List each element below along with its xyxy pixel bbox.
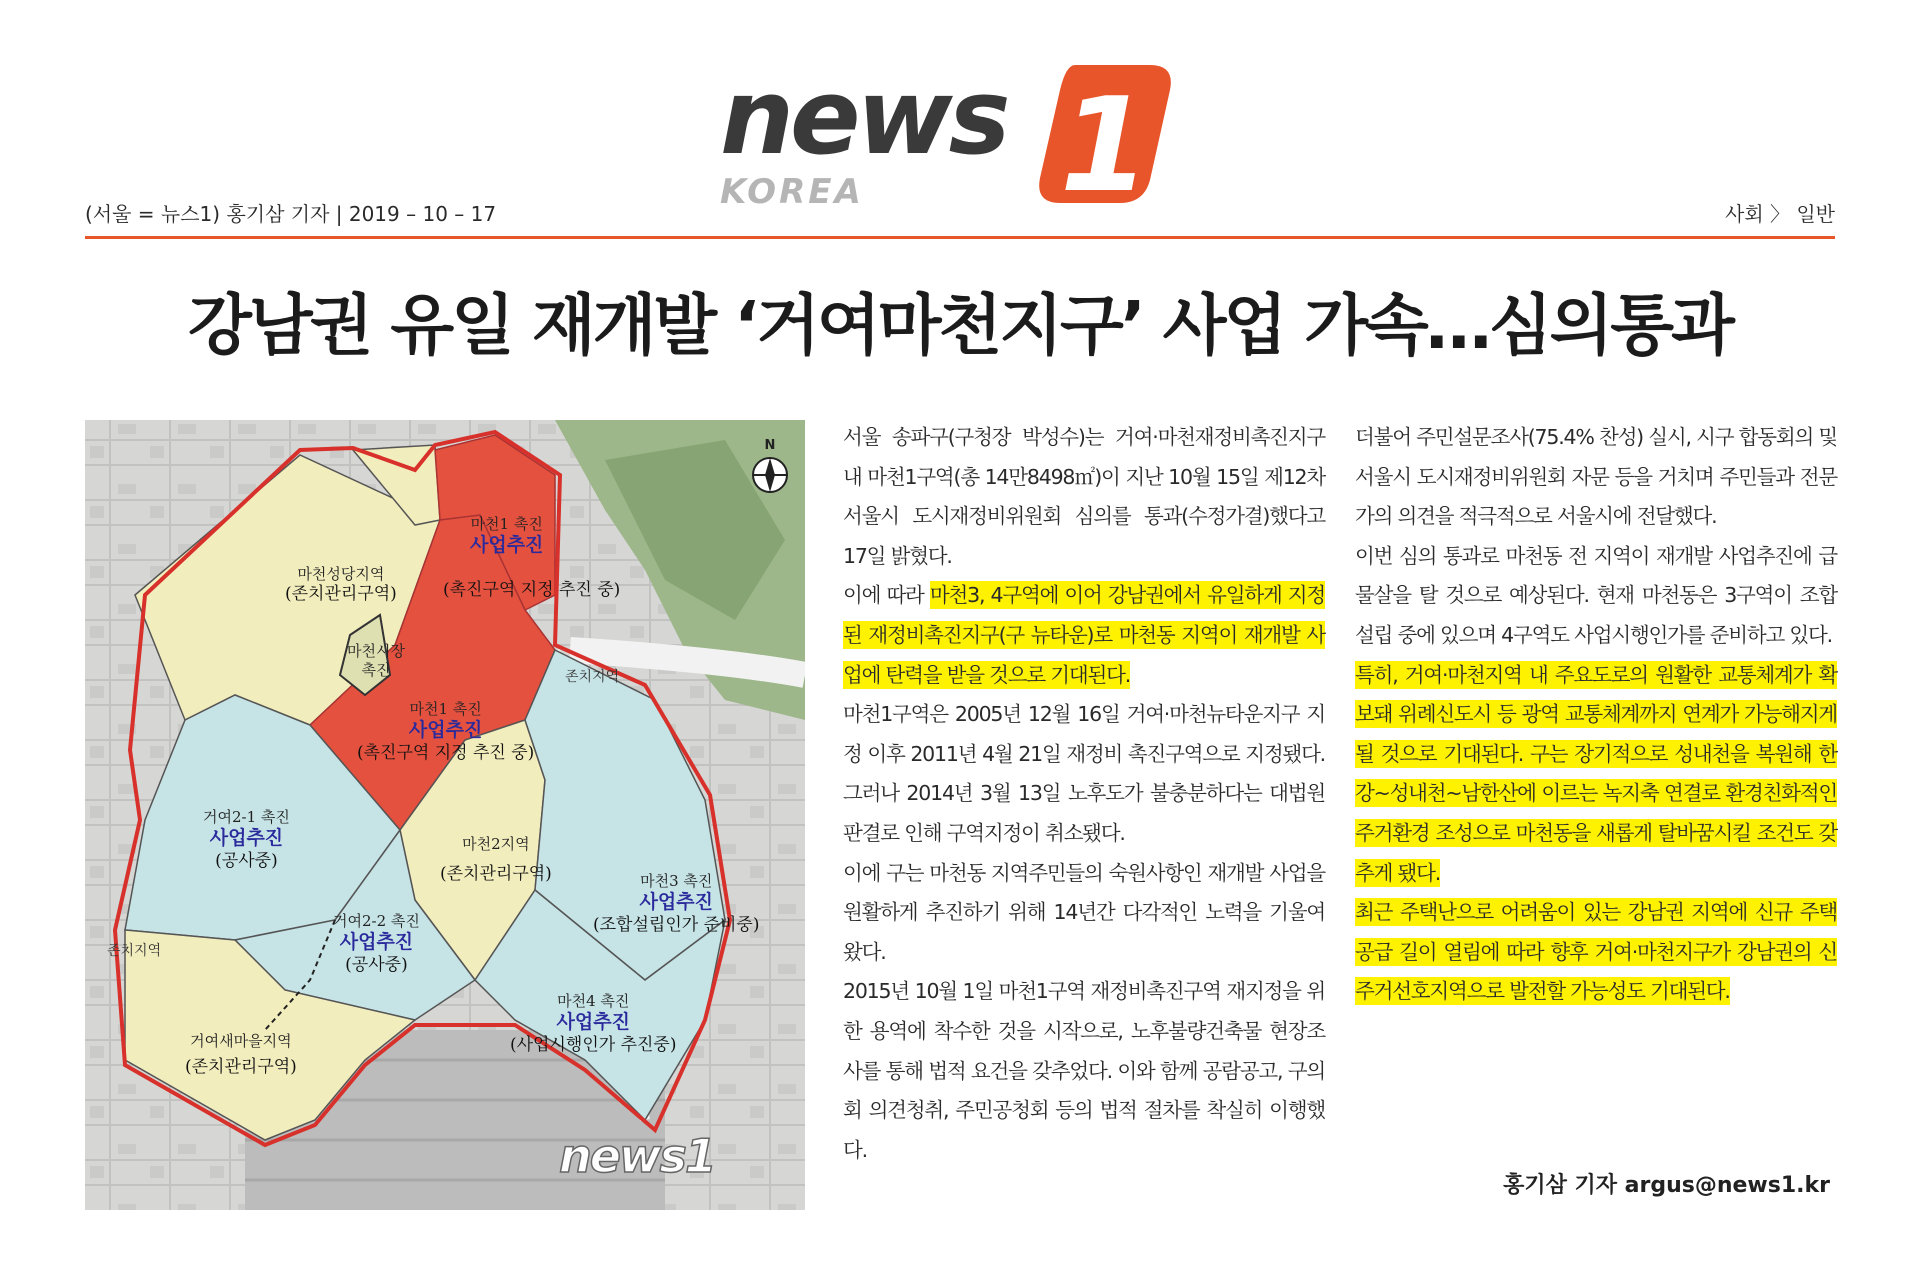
logo-numeral: 1 bbox=[1059, 69, 1151, 215]
label-zonchi-left: 존치지역 bbox=[107, 943, 162, 959]
paragraph: 서울 송파구(구청장 박성수)는 거여·마천재정비촉진지구 내 마천1구역(총 14만8498㎡)이 지난 10월 15일 제12차 서울시 도시재정비위원회 심의를 통과(수정가결)했다고 17일 밝혔다. bbox=[843, 425, 1325, 568]
highlighted-text: 마천3, 4구역에 이어 강남권에서 유일하게 지정된 재정비촉진지구(구 뉴타운)로 마천동 지역이 재개발 사업에 탄력을 받을 것으로 기대된다. bbox=[843, 583, 1325, 687]
map-drawing bbox=[85, 420, 805, 1210]
north-arrow-icon bbox=[748, 437, 792, 499]
article-column-1 bbox=[843, 418, 1325, 1170]
paragraph: 더불어 주민설문조사(75.4% 찬성) 실시, 시구 합동회의 및 서울시 도시재정비위원회 자문 등을 거치며 주민들과 전문가의 의견을 적극적으로 서울시에 전달했다. bbox=[1355, 425, 1837, 529]
paragraph: 이번 심의 통과로 마천동 전 지역이 재개발 사업추진에 급물살을 탈 것으로 예상된다. 현재 마천동은 3구역이 조합설립 중에 있으며 4구역도 사업시행인가를 준비하고 있다. bbox=[1355, 543, 1837, 647]
label-saemaeul: 거여새마을지역 (존치관리구역) bbox=[185, 1032, 297, 1077]
dateline: (서울 = 뉴스1) 홍기삼 기자 | 2019 – 10 – 17 bbox=[85, 202, 497, 226]
paragraph bbox=[1355, 656, 1837, 894]
paragraph: 이에 구는 마천동 지역주민들의 숙원사항인 재개발 사업을 원활하게 추진하기 위해 14년간 다각적인 노력을 기울여 왔다. bbox=[843, 860, 1325, 964]
label-machon3: 마천3 촉진 사업추진 (조합설립인가 준비중) bbox=[593, 872, 760, 935]
reporter-byline: 홍기삼 기자 argus@news1.kr bbox=[1503, 1173, 1830, 1198]
highlighted-text: 최근 주택난으로 어려움이 있는 강남권 지역에 신규 주택공급 길이 열림에 따라 향후 거여·마천지구가 강남권의 신 주거선호지역으로 발전할 가능성도 기대된다. bbox=[1355, 900, 1837, 1004]
label-machon1-top: 마천1 촉진 사업추진 bbox=[470, 515, 544, 556]
highlighted-text: 특히, 거여·마천지역 내 주요도로의 원활한 교통체계가 확보돼 위례신도시 등 광역 교통체계까지 연계가 가능해지게 될 것으로 기대된다. 구는 장기적으로 성내천을 복원해 한강~성내천~남한산에 이르는 녹지축 연결로 환경친화적인 주거환경 조성으로 마천동을 새롭게 탈바꿈시킬 조건도 갖추게 됐다. bbox=[1355, 662, 1837, 885]
news1-logo bbox=[700, 55, 1260, 215]
map-watermark bbox=[555, 1120, 795, 1190]
logo-korea: KOREA bbox=[720, 172, 864, 212]
district-map bbox=[85, 420, 805, 1210]
label-machon2: 마천2지역 (존치관리구역) bbox=[440, 835, 552, 884]
section-label: 사회 〉 일반 bbox=[1725, 202, 1835, 226]
label-seongdang: 마천성당지역 (존치관리구역) bbox=[285, 565, 397, 604]
label-zonchi-right: 존치지역 bbox=[565, 669, 620, 685]
north-label: N bbox=[764, 438, 776, 453]
paragraph: 2015년 10월 1일 마천1구역 재정비촉진구역 재지정을 위한 용역에 착수한 것을 시작으로, 노후불량건축물 현장조사를 통해 법적 요건을 갖추었다. 이와 함께 공람공고, 구의회 의견청취, 주민공청회 등의 법적 절차를 착실히 이행했다. bbox=[843, 979, 1325, 1162]
label-machon1-top-status: (촉진구역 지정 추진 중) bbox=[443, 580, 621, 600]
article-column-2 bbox=[1355, 418, 1837, 1012]
label-market: 마천시장 촉진 bbox=[347, 642, 405, 679]
headline: 강남권 유일 재개발 ‘거여마천지구’ 사업 가속…심의통과 bbox=[188, 287, 1732, 364]
paragraph: 이에 따라 마천3, 4구역에 이어 강남권에서 유일하게 지정된 재정비촉진지구(구 뉴타운)로 마천동 지역이 재개발 사업에 탄력을 받을 것으로 기대된다. bbox=[843, 583, 1325, 687]
paragraph bbox=[1355, 893, 1837, 1012]
watermark-text: news1 bbox=[559, 1129, 715, 1183]
label-geoyeo22: 거여2-2 촉진 사업추진 (공사중) bbox=[333, 912, 420, 975]
label-machon1-mid: 마천1 촉진 사업추진 (촉진구역 지정 추진 중) bbox=[357, 700, 535, 763]
header-rule bbox=[85, 236, 1835, 239]
paragraph: 마천1구역은 2005년 12월 16일 거여·마천뉴타운지구 지정 이후 2011년 4월 21일 재정비 촉진구역으로 지정됐다. 그러나 2014년 3월 13일 노후도가 불충분하다는 대법원 판결로 인해 구역지정이 취소됐다. bbox=[843, 702, 1325, 845]
label-geoyeo21: 거여2-1 촉진 사업추진 (공사중) bbox=[203, 808, 290, 871]
logo-wordmark: news bbox=[720, 56, 1007, 178]
label-machon4: 마천4 촉진 사업추진 (사업시행인가 추진중) bbox=[510, 992, 677, 1055]
